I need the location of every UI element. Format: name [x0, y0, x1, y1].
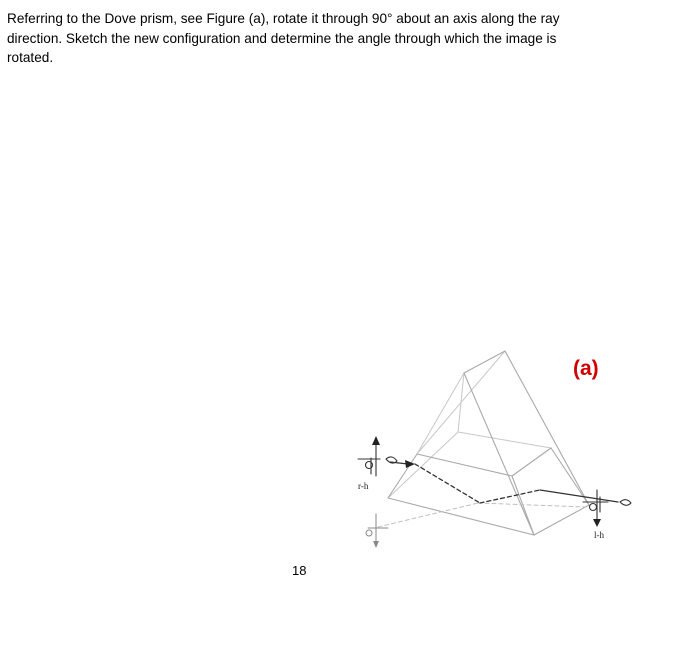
arrow-up-icon — [372, 436, 380, 445]
prism-edge — [417, 373, 464, 454]
figure-label: (a) — [573, 357, 599, 380]
left-image-label: r-h — [358, 481, 369, 491]
left-image-symbol — [358, 441, 397, 476]
prism-edge — [512, 448, 551, 476]
prism-edge — [458, 432, 551, 448]
lower-ray — [378, 503, 478, 527]
prism-edge — [512, 476, 534, 535]
ray-emergent — [540, 490, 618, 502]
prism-edge — [388, 432, 458, 498]
prism-edge — [388, 498, 534, 535]
right-image-label: l-h — [594, 530, 604, 540]
right-image-symbol — [583, 490, 631, 522]
page-number: 18 — [292, 563, 307, 578]
ray-reflected — [480, 490, 540, 503]
lower-ray — [478, 503, 585, 507]
arrow-down-icon — [593, 519, 601, 527]
prism-edge — [388, 454, 417, 498]
prism-edge — [464, 373, 534, 535]
prism-edge — [464, 351, 505, 373]
arrow-down-icon — [373, 541, 379, 548]
prism-edge — [534, 505, 589, 535]
ray-refracted — [415, 464, 480, 503]
left-image-reflection — [366, 514, 388, 545]
arrow-right-icon — [405, 460, 415, 468]
question-text: Referring to the Dove prism, see Figure (a), rotate it through 90° about an axis along the ray direction. Sketch the new configuration and determine the angle through which the image is rotated. — [7, 11, 560, 65]
prism-edge — [417, 454, 512, 476]
